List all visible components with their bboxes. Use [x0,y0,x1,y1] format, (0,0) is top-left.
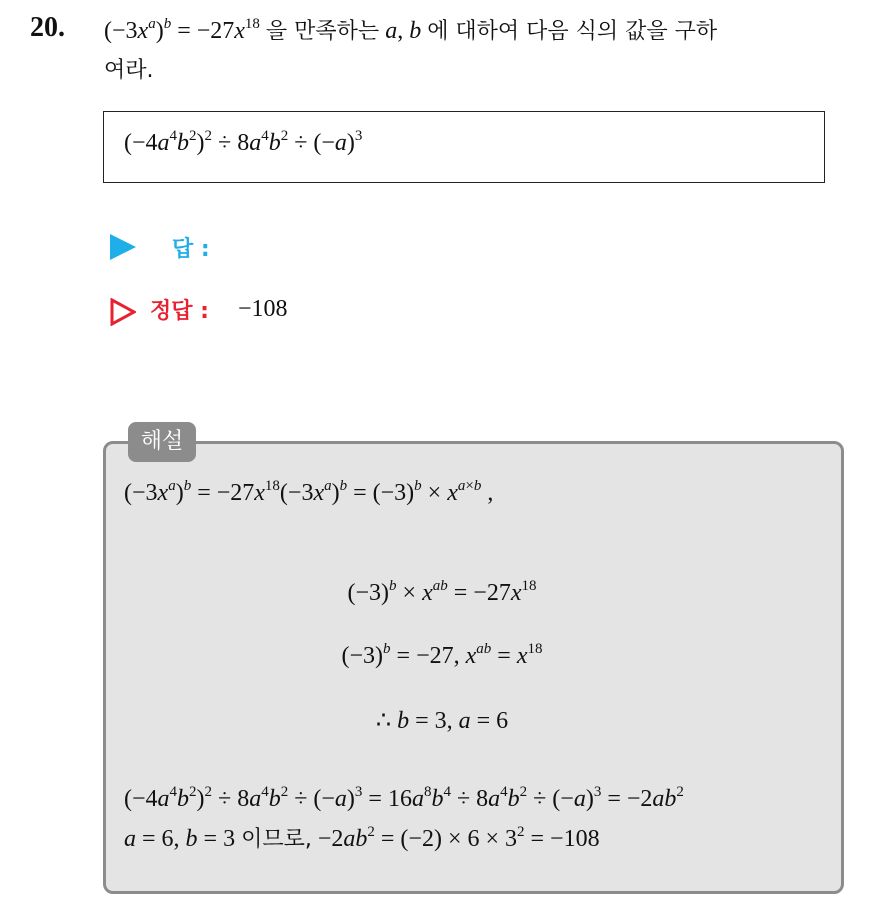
solution-line-4: ∴ b = 3, a = 6 [375,708,509,734]
question-text-line1: $(-3x^a)^b = -27x^{18}$ 을 만족하는 a, b 에 대하여 다음 식의 값을 구하 [104,16,718,44]
expression-box [103,111,825,183]
question-korean-2: 에 대하여 다음 식의 값을 구하 [427,19,718,44]
expression: $(-4a^4b^2)^2 \div 8a^4b^2 \div (-a)^3$ [124,128,363,156]
question-korean-1: 을 만족하는 [265,19,380,44]
question-text-line2 [104,54,154,89]
question-korean-3: 여라. [104,58,154,83]
solution-line-1: $(-3x^a)^b = -27x^{18}(-3x^a)^b = (-3)^b \times x^{a\times b}$ , [124,478,494,506]
correct-answer-value: −108 [238,296,288,322]
solution-korean: 이므로, [241,827,312,852]
solution-line-5: $(-4a^4b^2)^2 \div 8a^4b^2 \div (-a)^3 = 16a^8b^4 \div 8a^4b^2 \div (-a)^3 = -2ab^2$ [124,784,684,812]
solution-line-3: $(-3)^b = -27$, $x^{ab} = x^{18}$ [341,641,543,669]
answer-label: 답 : [172,237,210,262]
solution-line-2: $(-3)^b \times x^{ab} = -27x^{18}$ [347,578,537,606]
correct-answer-row [110,294,510,328]
play-arrow-icon [110,234,136,260]
question-number: 20. [30,12,65,43]
solution-line-6: a = 6, b = 3 이므로, $-2ab^2 = (-2) \times 6 \times 3^2 = -108$ [124,824,600,852]
solution-tab: 해설 [128,422,196,462]
outline-arrow-icon [110,298,136,326]
correct-answer-label: 정답 : [150,299,209,324]
